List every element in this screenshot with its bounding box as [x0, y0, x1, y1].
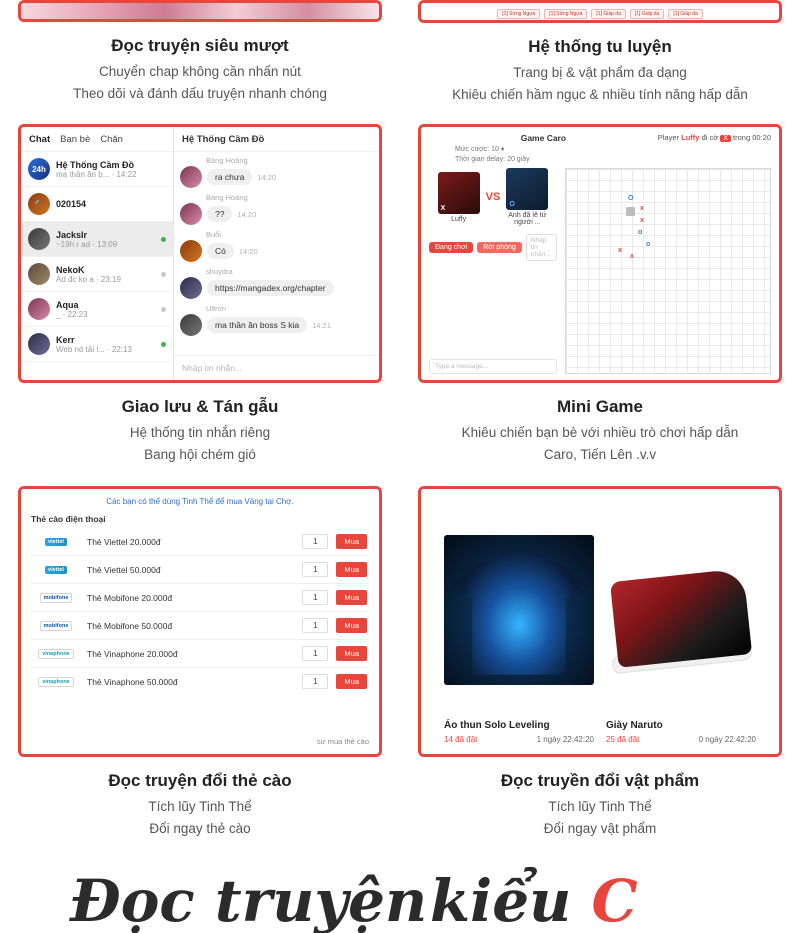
- message-text: ma thần ăn boss S kia: [207, 317, 307, 333]
- table-row: [31, 584, 369, 612]
- board-mark-x[interactable]: x: [630, 253, 634, 260]
- turn-in: trong: [733, 133, 751, 143]
- quantity-input[interactable]: 1: [302, 674, 328, 689]
- board-mark-o[interactable]: o: [646, 241, 651, 248]
- message-time: 14:20: [237, 209, 257, 219]
- board-selected-cell[interactable]: [626, 207, 635, 216]
- game-buttons: [429, 234, 557, 261]
- item-chip: [1] Sừng Ngựa: [544, 9, 587, 19]
- board-mark-o[interactable]: O: [628, 195, 634, 202]
- item-chip: [1] Giáp da: [591, 9, 625, 19]
- caro-board[interactable]: [565, 168, 771, 374]
- table-row: [31, 668, 369, 695]
- tab-friends[interactable]: Bạn bè: [60, 134, 91, 146]
- buy-button[interactable]: Mua: [336, 562, 367, 577]
- feature-line: Tích lũy Tinh Thể: [548, 799, 652, 815]
- chat-screenshot[interactable]: [18, 124, 382, 383]
- feature-cell-the-cao: [0, 486, 400, 840]
- feature-row-2: [0, 124, 800, 466]
- board-mark-x[interactable]: x: [618, 247, 622, 254]
- avatar: 24h: [28, 158, 50, 180]
- buy-button[interactable]: Mua: [336, 646, 367, 661]
- card-name: Thẻ Vinaphone 50.000đ: [87, 676, 178, 687]
- game-bet: Mức cược: 10 ♦: [455, 146, 505, 154]
- message-list: [174, 152, 379, 355]
- feature-line: Trang bị & vật phẩm đa dạng: [513, 65, 687, 80]
- carrier-logo-vinaphone: vinaphone: [38, 677, 74, 687]
- carrier-logo-vinaphone: vinaphone: [38, 649, 74, 659]
- item-chip: [1] Giáp da: [630, 9, 664, 19]
- chat-sidebar: [21, 127, 174, 380]
- message-input[interactable]: Nhập tin nhắn...: [174, 355, 379, 380]
- buy-button[interactable]: Mua: [336, 674, 367, 689]
- product-info-row: [431, 720, 769, 744]
- message-sender: Bàng Hoàng: [206, 193, 248, 203]
- feature-title: Đọc truyện đổi thẻ cào: [108, 771, 292, 791]
- list-item[interactable]: [21, 222, 173, 257]
- feature-line: Bang hội chém gió: [144, 446, 256, 462]
- message-text[interactable]: https://mangadex.org/chapter: [207, 280, 334, 296]
- chat-app: [21, 127, 379, 380]
- player-avatar: [438, 172, 480, 214]
- caption-doc-truyen: [18, 36, 382, 103]
- quantity-input[interactable]: 1: [302, 590, 328, 605]
- turn-text: đi cờ: [701, 133, 719, 143]
- avatar: [28, 263, 50, 285]
- versus-row: [429, 168, 557, 226]
- card-name: Thẻ Mobifone 20.000đ: [87, 592, 173, 603]
- table-row: [31, 528, 369, 556]
- list-item[interactable]: [21, 292, 173, 327]
- avatar: [180, 203, 202, 225]
- chat-tabs: [21, 127, 173, 152]
- board-mark-x[interactable]: x: [640, 217, 644, 224]
- manga-strip-image: [21, 3, 379, 19]
- conversation-name: Kerr: [56, 334, 75, 345]
- avatar: [28, 333, 50, 355]
- shop-note: Các bạn có thể dùng Tinh Thể để mua Vàng tại Chợ.: [106, 497, 294, 507]
- cultivation-screenshot[interactable]: [418, 0, 782, 23]
- conversation-name: NekoK: [56, 264, 85, 275]
- board-mark-x[interactable]: x: [640, 205, 644, 212]
- product-name: Áo thun Solo Leveling: [444, 720, 550, 732]
- player-mark-x: X: [440, 204, 446, 212]
- buy-button[interactable]: Mua: [336, 618, 367, 633]
- history-link[interactable]: sử mua thẻ cào: [316, 737, 369, 747]
- script-text-right-pre: kiểu: [430, 867, 592, 933]
- player-mark-o: O: [509, 201, 515, 208]
- list-item[interactable]: [21, 327, 173, 362]
- avatar: [180, 240, 202, 262]
- game-body: [429, 168, 771, 374]
- player-card-1: [438, 172, 480, 223]
- product-card: [606, 720, 756, 744]
- player-name: Luffy: [681, 133, 700, 143]
- card-name: Thẻ Viettel 50.000đ: [87, 564, 161, 575]
- script-text-right-accent: C: [591, 867, 638, 933]
- caption-mini-game: [418, 397, 782, 464]
- online-status-dot: [161, 237, 166, 242]
- message-sender: shuydra: [206, 267, 233, 277]
- message: [180, 304, 373, 336]
- list-item[interactable]: [21, 152, 173, 187]
- conversation-name: Hệ Thống Cầm Đồ: [56, 159, 134, 170]
- game-panel: [429, 168, 557, 374]
- table-row: [31, 612, 369, 640]
- feature-cell-tu-luyen: [400, 0, 800, 106]
- player-label: Player: [657, 133, 680, 143]
- item-chip: [1] Giáp da: [668, 9, 702, 19]
- feature-line: Hệ thống tin nhắn riêng: [129, 425, 271, 441]
- message-time: 14:20: [238, 246, 258, 256]
- turn-indicator: [658, 133, 771, 142]
- script-text-left: Đọc truyện: [70, 867, 428, 933]
- product-card: [444, 720, 594, 744]
- feature-cell-giao-luu: [0, 124, 400, 466]
- quantity-input[interactable]: 1: [302, 618, 328, 633]
- player-name: Anh đã lê tứ người ...: [508, 212, 547, 226]
- carrier-logo-viettel: viettel: [45, 566, 67, 574]
- tab-chat[interactable]: Chat: [29, 134, 51, 146]
- conversation-name: Jackslr: [56, 229, 88, 240]
- message: [180, 230, 373, 262]
- feature-line: Theo dõi và đánh dấu truyện nhanh chóng: [73, 85, 327, 101]
- feature-line: Khiêu chiến bạn bè với nhiều trò chơi hấp dẫn: [461, 425, 739, 441]
- conversation-preview: _ · 22:23: [56, 309, 88, 319]
- tab-blocked[interactable]: Chặn: [100, 134, 123, 146]
- avatar: [180, 277, 202, 299]
- card-name: Thẻ Mobifone 50.000đ: [87, 620, 173, 631]
- message: [180, 193, 373, 225]
- conversation-preview: ~19h r ad · 13:09: [56, 239, 118, 249]
- feature-line: Đổi ngay thẻ cào: [149, 820, 251, 836]
- product-image-tshirt[interactable]: [444, 535, 594, 685]
- feature-title: Mini Game: [557, 397, 643, 417]
- message-text: ra chưa: [207, 169, 252, 185]
- product-bid-count: 14 đã đặt: [444, 735, 478, 745]
- quantity-input[interactable]: 1: [302, 562, 328, 577]
- message-sender: Bàng Hoàng: [206, 156, 248, 166]
- feature-title: Đọc truyền đổi vật phẩm: [500, 771, 700, 791]
- caption-the-cao: [18, 771, 382, 838]
- caption-vat-pham: [418, 771, 782, 838]
- feature-row-1: [0, 0, 800, 106]
- card-shop: [21, 489, 379, 754]
- item-chip-row: [421, 3, 779, 20]
- feature-line: Tích lũy Tinh Thể: [148, 799, 252, 815]
- player-name: Luffy: [451, 215, 467, 223]
- product-image-shoes[interactable]: [606, 535, 756, 685]
- message-time: 14:21: [312, 320, 331, 330]
- vs-label: VS: [485, 191, 501, 203]
- avatar: [28, 298, 50, 320]
- feature-line: Chuyển chap không cần nhấn nút: [99, 64, 301, 79]
- caro-game: [421, 127, 779, 380]
- script-text-right: [430, 867, 638, 933]
- carrier-logo-viettel: viettel: [45, 538, 67, 546]
- game-title: Game Caro: [520, 133, 567, 144]
- shop-section-title: Thẻ cào điện thoại: [31, 514, 106, 525]
- game-chat-input[interactable]: Type a message...: [429, 359, 557, 374]
- board-mark-o[interactable]: o: [638, 229, 643, 236]
- chat-thread: [174, 127, 379, 380]
- caption-tu-luyen: [418, 37, 782, 104]
- conversation-preview: Web nó tải l... · 22:13: [56, 344, 132, 354]
- conversation-name: Aqua: [56, 299, 79, 310]
- conversation-preview: Ad đc ko a · 23:19: [56, 274, 121, 284]
- product-bid-count: 25 đã đặt: [606, 735, 640, 745]
- thread-title: Hệ Thống Cầm Đồ: [174, 127, 379, 152]
- game-delay: Thời gian delay: 20 giây: [455, 155, 530, 163]
- message-sender: Ultron: [206, 304, 227, 314]
- message-text: Có: [207, 243, 234, 259]
- product-images: [431, 499, 769, 720]
- product-time-left: 1 ngày 22:42:20: [536, 735, 594, 745]
- message-time: 14:20: [257, 172, 277, 182]
- item-chip: [1] Sừng Ngựa: [497, 9, 540, 19]
- conversation-name: 020154: [56, 199, 87, 210]
- message-text: ??: [207, 206, 232, 222]
- message: [180, 156, 373, 188]
- feature-cell-vat-pham: [400, 486, 800, 840]
- carrier-logo-mobifone: mobifone: [40, 593, 73, 603]
- conversation-preview: ma thần ăn b... · 14:22: [56, 169, 137, 179]
- product-time-left: 0 ngày 22:42:20: [698, 735, 756, 745]
- player-mark: X: [720, 135, 731, 142]
- product-grid: [421, 489, 779, 754]
- buy-button[interactable]: Mua: [336, 590, 367, 605]
- playing-button[interactable]: Đang chơi: [429, 242, 473, 253]
- offline-status-dot: [161, 307, 166, 312]
- game-message-input[interactable]: Nhập tin nhắn...: [526, 234, 557, 261]
- manga-reader-screenshot[interactable]: [18, 0, 382, 22]
- message-sender: Buổi: [206, 230, 222, 240]
- feature-line: Đổi ngay vật phẩm: [543, 820, 657, 836]
- quantity-input[interactable]: 1: [302, 534, 328, 549]
- game-timer: 00:20: [752, 133, 771, 143]
- game-header: [429, 133, 771, 164]
- topup-shop-screenshot[interactable]: [18, 486, 382, 757]
- offline-status-dot: [161, 272, 166, 277]
- item-shop-screenshot[interactable]: [418, 486, 782, 757]
- avatar: 🔨: [28, 193, 50, 215]
- player-avatar: [506, 168, 548, 210]
- list-item[interactable]: [21, 257, 173, 292]
- bottom-script-banner: [0, 863, 800, 933]
- quantity-input[interactable]: 1: [302, 646, 328, 661]
- list-item[interactable]: [21, 187, 173, 222]
- feature-title: Giao lưu & Tán gẫu: [121, 397, 279, 417]
- carrier-logo-mobifone: mobifone: [40, 621, 73, 631]
- message: [180, 267, 373, 299]
- player-card-2: [506, 168, 548, 226]
- feature-title: Hệ thống tu luyện: [528, 37, 672, 56]
- feature-title: Đọc truyện siêu mượt: [111, 36, 289, 55]
- avatar: [180, 314, 202, 336]
- buy-button[interactable]: Mua: [336, 534, 367, 549]
- feature-row-3: [0, 486, 800, 840]
- minigame-screenshot[interactable]: [418, 124, 782, 383]
- table-row: [31, 640, 369, 668]
- avatar: [28, 228, 50, 250]
- product-name: Giày Naruto: [606, 720, 663, 732]
- avatar: [180, 166, 202, 188]
- table-row: [31, 556, 369, 584]
- feature-cell-doc-truyen: [0, 0, 400, 106]
- online-status-dot: [161, 342, 166, 347]
- card-name: Thẻ Viettel 20.000đ: [87, 536, 161, 547]
- feature-cell-mini-game: [400, 124, 800, 466]
- caption-giao-luu: [18, 397, 382, 464]
- card-name: Thẻ Vinaphone 20.000đ: [87, 648, 178, 659]
- leave-room-button[interactable]: Rời phòng: [477, 242, 522, 253]
- feature-line: Caro, Tiến Lên .v.v: [543, 446, 657, 462]
- feature-line: Khiêu chiến hầm ngục & nhiều tính năng hấp dẫn: [452, 86, 748, 102]
